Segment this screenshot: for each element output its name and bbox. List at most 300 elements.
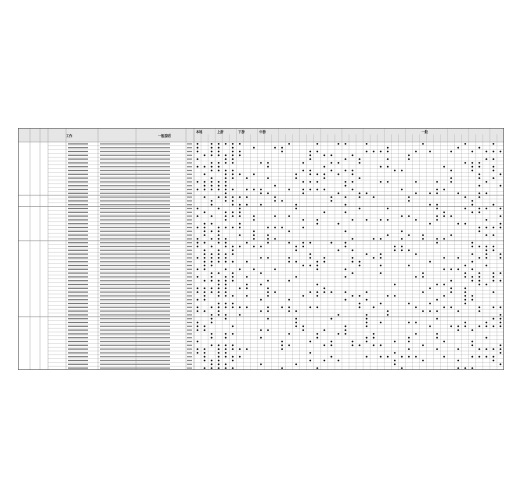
table-dot-mark — [211, 143, 213, 145]
table-dot-mark — [408, 200, 410, 202]
table-dot-mark — [302, 295, 304, 297]
table-dot-mark — [373, 337, 375, 339]
table-dot-mark — [493, 360, 495, 362]
table-dot-mark — [218, 181, 220, 183]
table-dot-mark — [218, 242, 220, 244]
cell-text-placeholder — [100, 223, 170, 224]
table-dot-mark — [323, 177, 325, 179]
table-dot-mark — [493, 151, 495, 153]
table-dot-mark — [478, 310, 480, 312]
table-dot-mark — [225, 314, 227, 316]
table-dot-mark — [464, 322, 466, 324]
table-dot-mark — [288, 333, 290, 335]
table-dot-mark — [204, 181, 206, 183]
table-dot-mark — [232, 280, 234, 282]
table-dot-mark — [316, 223, 318, 225]
cell-text-placeholder — [100, 212, 170, 213]
table-dot-mark — [302, 246, 304, 248]
table-dot-mark — [338, 333, 340, 335]
table-dot-mark — [302, 219, 304, 221]
cell-text-placeholder — [187, 235, 192, 236]
table-dot-mark — [359, 261, 361, 263]
table-dot-mark — [485, 348, 487, 350]
table-dot-mark — [478, 280, 480, 282]
table-dot-mark — [415, 151, 417, 153]
cell-text-placeholder — [68, 364, 88, 365]
cell-text-placeholder — [187, 341, 192, 342]
cell-text-placeholder — [68, 345, 88, 346]
cell-text-placeholder — [68, 288, 88, 289]
table-dot-mark — [330, 242, 332, 244]
table-dot-mark — [415, 356, 417, 358]
table-dot-mark — [316, 173, 318, 175]
table-dot-mark — [443, 238, 445, 240]
table-dot-mark — [204, 253, 206, 255]
cell-text-placeholder — [187, 197, 192, 198]
table-dot-mark — [450, 325, 452, 327]
table-dot-mark — [330, 200, 332, 202]
table-dot-mark — [253, 246, 255, 248]
table-dot-mark — [232, 211, 234, 213]
table-dot-mark — [330, 356, 332, 358]
table-dot-mark — [302, 265, 304, 267]
table-dot-mark — [204, 352, 206, 354]
cell-text-placeholder — [187, 280, 192, 281]
table-dot-mark — [281, 151, 283, 153]
table-dot-mark — [267, 295, 269, 297]
table-dot-mark — [401, 246, 403, 248]
table-dot-mark — [338, 360, 340, 362]
table-dot-mark — [218, 208, 220, 210]
cell-text-placeholder — [68, 303, 88, 304]
table-dot-mark — [330, 341, 332, 343]
table-dot-mark — [211, 280, 213, 282]
cell-text-placeholder — [100, 193, 170, 194]
table-dot-mark — [366, 143, 368, 145]
cell-text-placeholder — [68, 322, 88, 323]
table-dot-mark — [345, 291, 347, 293]
table-dot-mark — [359, 344, 361, 346]
table-dot-mark — [443, 284, 445, 286]
table-dot-mark — [500, 185, 502, 187]
table-dot-mark — [211, 276, 213, 278]
table-dot-mark — [422, 344, 424, 346]
table-dot-mark — [211, 333, 213, 335]
cell-text-placeholder — [100, 143, 170, 144]
table-dot-mark — [267, 177, 269, 179]
table-dot-mark — [288, 261, 290, 263]
table-dot-mark — [373, 344, 375, 346]
table-dot-mark — [345, 204, 347, 206]
table-dot-mark — [323, 189, 325, 191]
table-dot-mark — [204, 211, 206, 213]
table-dot-mark — [225, 306, 227, 308]
table-dot-mark — [267, 238, 269, 240]
table-dot-mark — [387, 166, 389, 168]
table-dot-mark — [218, 234, 220, 236]
table-dot-mark — [218, 287, 220, 289]
table-dot-mark — [500, 306, 502, 308]
table-dot-mark — [295, 363, 297, 365]
table-dot-mark — [330, 318, 332, 320]
table-dot-mark — [443, 306, 445, 308]
table-dot-mark — [309, 306, 311, 308]
table-dot-mark — [309, 173, 311, 175]
table-dot-mark — [211, 204, 213, 206]
table-dot-mark — [366, 325, 368, 327]
table-dot-mark — [493, 158, 495, 160]
table-dot-mark — [211, 151, 213, 153]
table-dot-mark — [464, 143, 466, 145]
cell-text-placeholder — [68, 295, 88, 296]
table-dot-mark — [225, 177, 227, 179]
table-dot-mark — [330, 344, 332, 346]
table-dot-mark — [471, 166, 473, 168]
cell-text-placeholder — [68, 238, 88, 239]
table-dot-mark — [485, 253, 487, 255]
table-dot-mark — [197, 268, 199, 270]
table-dot-mark — [485, 249, 487, 251]
table-dot-mark — [232, 249, 234, 251]
table-dot-mark — [373, 306, 375, 308]
table-dot-mark — [380, 265, 382, 267]
table-dot-mark — [485, 356, 487, 358]
table-dot-mark — [493, 143, 495, 145]
cell-text-placeholder — [187, 337, 192, 338]
cell-text-placeholder — [100, 219, 170, 220]
cell-text-placeholder — [100, 299, 170, 300]
cell-text-placeholder — [100, 333, 170, 334]
table-dot-mark — [267, 257, 269, 259]
table-dot-mark — [239, 151, 241, 153]
table-dot-mark — [204, 257, 206, 259]
table-dot-mark — [225, 185, 227, 187]
table-dot-mark — [211, 154, 213, 156]
cell-text-placeholder — [187, 307, 192, 308]
table-dot-mark — [309, 242, 311, 244]
table-dot-mark — [218, 147, 220, 149]
table-dot-mark — [394, 249, 396, 251]
table-dot-mark — [380, 303, 382, 305]
table-dot-mark — [457, 360, 459, 362]
table-dot-mark — [464, 265, 466, 267]
table-dot-mark — [267, 162, 269, 164]
table-dot-mark — [359, 162, 361, 164]
table-dot-mark — [493, 170, 495, 172]
table-dot-mark — [295, 322, 297, 324]
table-dot-mark — [493, 166, 495, 168]
table-dot-mark — [401, 238, 403, 240]
table-dot-mark — [197, 181, 199, 183]
cell-text-placeholder — [100, 246, 170, 247]
table-dot-mark — [232, 344, 234, 346]
table-dot-mark — [316, 219, 318, 221]
cell-text-placeholder — [68, 250, 88, 251]
table-dot-mark — [211, 287, 213, 289]
table-dot-mark — [225, 219, 227, 221]
table-dot-mark — [288, 299, 290, 301]
table-dot-mark — [218, 303, 220, 305]
table-dot-mark — [197, 341, 199, 343]
table-dot-mark — [218, 143, 220, 145]
table-dot-mark — [471, 341, 473, 343]
cell-text-placeholder — [187, 314, 192, 315]
table-dot-mark — [352, 257, 354, 259]
table-dot-mark — [471, 299, 473, 301]
table-dot-mark — [211, 337, 213, 339]
table-dot-mark — [232, 306, 234, 308]
table-dot-mark — [302, 192, 304, 194]
table-dot-mark — [380, 181, 382, 183]
table-dot-mark — [281, 367, 283, 369]
table-dot-mark — [323, 166, 325, 168]
table-dot-mark — [408, 234, 410, 236]
table-dot-mark — [267, 310, 269, 312]
table-dot-mark — [485, 325, 487, 327]
table-dot-mark — [323, 257, 325, 259]
header-group-label: 本地 — [196, 130, 203, 134]
table-dot-mark — [471, 211, 473, 213]
table-dot-mark — [457, 147, 459, 149]
table-dot-mark — [338, 143, 340, 145]
table-dot-mark — [345, 196, 347, 198]
cell-text-placeholder — [187, 356, 192, 357]
table-dot-mark — [457, 367, 459, 369]
table-dot-mark — [323, 154, 325, 156]
table-dot-mark — [345, 185, 347, 187]
table-dot-mark — [267, 291, 269, 293]
table-dot-mark — [436, 318, 438, 320]
table-dot-mark — [415, 322, 417, 324]
table-dot-mark — [359, 295, 361, 297]
cell-text-placeholder — [187, 246, 192, 247]
table-dot-mark — [232, 295, 234, 297]
table-dot-mark — [408, 356, 410, 358]
table-dot-mark — [380, 253, 382, 255]
table-dot-mark — [422, 272, 424, 274]
cell-text-placeholder — [100, 174, 170, 175]
table-dot-mark — [232, 276, 234, 278]
table-dot-mark — [232, 227, 234, 229]
table-dot-mark — [316, 333, 318, 335]
table-dot-mark — [471, 242, 473, 244]
table-dot-mark — [197, 242, 199, 244]
cell-text-placeholder — [100, 314, 170, 315]
table-dot-mark — [478, 325, 480, 327]
table-dot-mark — [232, 189, 234, 191]
table-dot-mark — [408, 322, 410, 324]
table-dot-mark — [288, 306, 290, 308]
cell-text-placeholder — [68, 242, 88, 243]
table-dot-mark — [415, 192, 417, 194]
table-dot-mark — [232, 272, 234, 274]
table-dot-mark — [345, 181, 347, 183]
table-dot-mark — [415, 333, 417, 335]
table-dot-mark — [408, 154, 410, 156]
table-dot-mark — [309, 158, 311, 160]
table-dot-mark — [309, 341, 311, 343]
table-dot-mark — [232, 154, 234, 156]
cell-text-placeholder — [187, 200, 192, 201]
table-dot-mark — [232, 253, 234, 255]
table-dot-mark — [274, 215, 276, 217]
cell-text-placeholder — [187, 216, 192, 217]
table-dot-mark — [204, 291, 206, 293]
table-dot-mark — [429, 261, 431, 263]
table-dot-mark — [204, 295, 206, 297]
table-dot-mark — [408, 158, 410, 160]
table-dot-mark — [345, 242, 347, 244]
cell-text-placeholder — [68, 181, 88, 182]
table-dot-mark — [239, 287, 241, 289]
table-dot-mark — [218, 314, 220, 316]
cell-text-placeholder — [100, 208, 170, 209]
table-dot-mark — [408, 348, 410, 350]
cell-text-placeholder — [100, 197, 170, 198]
table-dot-mark — [478, 230, 480, 232]
table-dot-mark — [211, 322, 213, 324]
table-dot-mark — [352, 272, 354, 274]
table-dot-mark — [225, 291, 227, 293]
table-dot-mark — [218, 196, 220, 198]
table-dot-mark — [211, 166, 213, 168]
table-dot-mark — [267, 287, 269, 289]
cell-text-placeholder — [100, 238, 170, 239]
cell-text-placeholder — [187, 276, 192, 277]
table-dot-mark — [464, 367, 466, 369]
table-dot-mark — [197, 322, 199, 324]
table-dot-mark — [204, 242, 206, 244]
table-dot-mark — [443, 356, 445, 358]
header-desc-label: 一般說明 — [158, 134, 171, 138]
spreadsheet-table — [18, 128, 504, 370]
table-dot-mark — [436, 333, 438, 335]
table-dot-mark — [316, 265, 318, 267]
table-dot-mark — [204, 196, 206, 198]
table-dot-mark — [401, 230, 403, 232]
table-dot-mark — [359, 177, 361, 179]
table-dot-mark — [204, 268, 206, 270]
table-dot-mark — [267, 227, 269, 229]
cell-text-placeholder — [100, 178, 170, 179]
table-dot-mark — [330, 154, 332, 156]
table-dot-mark — [359, 192, 361, 194]
cell-text-placeholder — [68, 269, 88, 270]
table-dot-mark — [478, 208, 480, 210]
header-group-label: 下游 — [238, 130, 245, 134]
header-group-label: 一般 — [421, 130, 428, 134]
cell-text-placeholder — [187, 231, 192, 232]
table-dot-mark — [295, 276, 297, 278]
table-dot-mark — [204, 230, 206, 232]
table-dot-mark — [197, 291, 199, 293]
table-dot-mark — [316, 337, 318, 339]
table-dot-mark — [450, 215, 452, 217]
table-dot-mark — [211, 265, 213, 267]
table-dot-mark — [359, 158, 361, 160]
table-dot-mark — [225, 211, 227, 213]
table-dot-mark — [295, 208, 297, 210]
table-dot-mark — [387, 356, 389, 358]
cell-text-placeholder — [187, 299, 192, 300]
cell-text-placeholder — [187, 345, 192, 346]
table-dot-mark — [309, 291, 311, 293]
table-dot-mark — [225, 333, 227, 335]
table-dot-mark — [408, 249, 410, 251]
cell-text-placeholder — [187, 257, 192, 258]
table-dot-mark — [366, 291, 368, 293]
table-dot-mark — [225, 261, 227, 263]
table-dot-mark — [443, 211, 445, 213]
table-dot-mark — [225, 242, 227, 244]
table-dot-mark — [485, 284, 487, 286]
table-dot-mark — [309, 189, 311, 191]
table-dot-mark — [485, 158, 487, 160]
cell-text-placeholder — [100, 284, 170, 285]
table-dot-mark — [260, 257, 262, 259]
table-dot-mark — [471, 268, 473, 270]
table-dot-mark — [330, 170, 332, 172]
table-dot-mark — [239, 314, 241, 316]
table-dot-mark — [478, 185, 480, 187]
table-dot-mark — [323, 287, 325, 289]
cell-text-placeholder — [187, 368, 192, 369]
table-dot-mark — [338, 249, 340, 251]
cell-text-placeholder — [68, 254, 88, 255]
table-dot-mark — [436, 337, 438, 339]
cell-text-placeholder — [187, 360, 192, 361]
table-dot-mark — [401, 356, 403, 358]
cell-text-placeholder — [187, 227, 192, 228]
table-dot-mark — [500, 208, 502, 210]
table-dot-mark — [464, 287, 466, 289]
table-dot-mark — [450, 291, 452, 293]
table-dot-mark — [246, 189, 248, 191]
table-dot-mark — [197, 189, 199, 191]
table-dot-mark — [436, 204, 438, 206]
table-dot-mark — [485, 219, 487, 221]
table-dot-mark — [225, 363, 227, 365]
table-dot-mark — [281, 147, 283, 149]
cell-text-placeholder — [100, 337, 170, 338]
table-dot-mark — [274, 185, 276, 187]
table-dot-mark — [422, 310, 424, 312]
table-dot-mark — [373, 333, 375, 335]
table-dot-mark — [359, 303, 361, 305]
table-dot-mark — [485, 246, 487, 248]
table-dot-mark — [316, 295, 318, 297]
table-dot-mark — [225, 227, 227, 229]
table-dot-mark — [500, 272, 502, 274]
table-dot-mark — [253, 238, 255, 240]
table-dot-mark — [500, 215, 502, 217]
table-dot-mark — [316, 143, 318, 145]
table-dot-mark — [345, 329, 347, 331]
table-dot-mark — [232, 246, 234, 248]
cell-text-placeholder — [187, 155, 192, 156]
table-dot-mark — [500, 318, 502, 320]
table-dot-mark — [436, 181, 438, 183]
table-dot-mark — [274, 147, 276, 149]
table-dot-mark — [260, 337, 262, 339]
table-dot-mark — [197, 166, 199, 168]
table-dot-mark — [260, 192, 262, 194]
table-dot-mark — [443, 257, 445, 259]
header-item-label: 工作 — [66, 134, 73, 138]
table-dot-mark — [493, 272, 495, 274]
table-dot-mark — [225, 367, 227, 369]
table-dot-mark — [218, 189, 220, 191]
